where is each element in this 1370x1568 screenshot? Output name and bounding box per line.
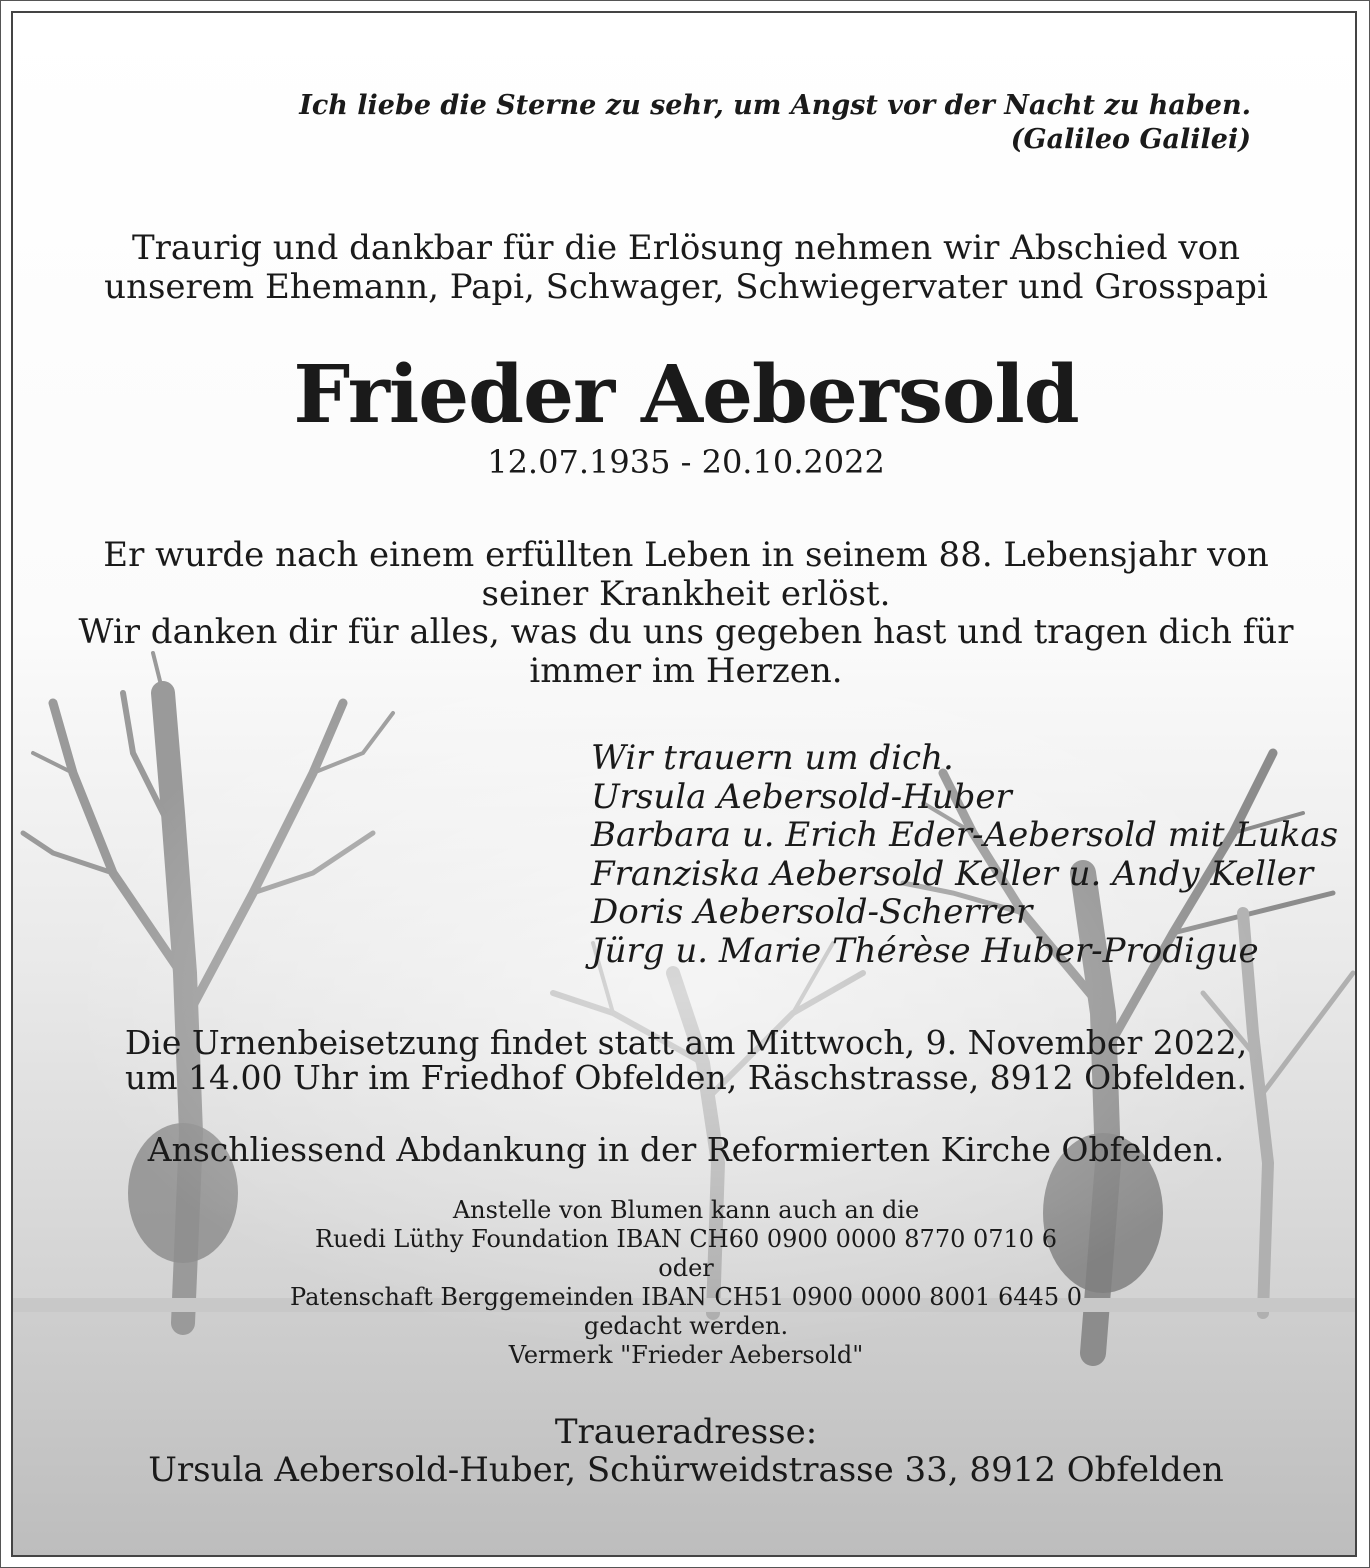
mourner-name: Ursula Aebersold-Huber	[591, 776, 1012, 817]
abdankung-info: Anschliessend Abdankung in der Reformierten Kirche Obfelden.	[147, 1130, 1225, 1169]
tribute-line: Wir danken dir für alles, was du uns gegeben hast und tragen dich für	[78, 612, 1294, 652]
mourner-name: Jürg u. Marie Thérèse Huber-Prodigue	[591, 930, 1259, 971]
mourner-name: Doris Aebersold-Scherrer	[591, 892, 1033, 932]
tribute-line: immer im Herzen.	[529, 650, 843, 691]
ceremony-info	[1, 1025, 1370, 1095]
quote-text: Ich liebe die Sterne zu sehr, um Angst vor der Nacht zu haben.	[299, 90, 1251, 121]
quote-author: (Galileo Galilei)	[1010, 124, 1251, 155]
tribute-line: Er wurde nach einem erfüllten Leben in seinem 88. Lebensjahr von	[103, 535, 1269, 575]
address-label: Traueradresse:	[554, 1412, 818, 1452]
ceremony-line: Die Urnenbeisetzung findet statt am Mittwoch, 9. November 2022,	[124, 1023, 1248, 1062]
tribute-text	[1, 536, 1370, 690]
mourner-name: Franziska Aebersold Keller u. Andy Keller	[591, 853, 1314, 894]
life-dates: 12.07.1935 - 20.10.2022	[487, 443, 885, 481]
mourning-address	[1, 1413, 1370, 1489]
intro-line: unserem Ehemann, Papi, Schwager, Schwiegervater und Grosspapi	[104, 267, 1268, 307]
donation-line: Ruedi Lüthy Foundation IBAN CH60 0900 0000 8770 0710 6	[315, 1225, 1057, 1253]
content	[1, 1, 1370, 1568]
tribute-line: seiner Krankheit erlöst.	[481, 573, 891, 614]
mourners-heading: Wir trauern um dich.	[591, 738, 954, 778]
donation-line: Vermerk "Frieder Aebersold"	[508, 1341, 864, 1369]
address-value: Ursula Aebersold-Huber, Schürweidstrasse 33, 8912 Obfelden	[148, 1450, 1224, 1490]
intro-line: Traurig und dankbar für die Erlösung nehmen wir Abschied von	[131, 228, 1240, 268]
deceased-name: Frieder Aebersold	[293, 347, 1079, 441]
ceremony-line: um 14.00 Uhr im Friedhof Obfelden, Räschstrasse, 8912 Obfelden.	[124, 1058, 1248, 1097]
donation-info	[1, 1196, 1370, 1370]
donation-line: oder	[658, 1254, 714, 1282]
intro-text	[1, 229, 1370, 307]
mourner-name: Barbara u. Erich Eder-Aebersold mit Lukas	[591, 815, 1339, 855]
donation-line: Anstelle von Blumen kann auch an die	[452, 1196, 920, 1224]
donation-line: Patenschaft Berggemeinden IBAN CH51 0900 0000 8001 6445 0	[290, 1283, 1082, 1311]
mourners-list	[591, 739, 1338, 970]
donation-line: gedacht werden.	[583, 1312, 789, 1340]
quote-block	[299, 89, 1251, 157]
